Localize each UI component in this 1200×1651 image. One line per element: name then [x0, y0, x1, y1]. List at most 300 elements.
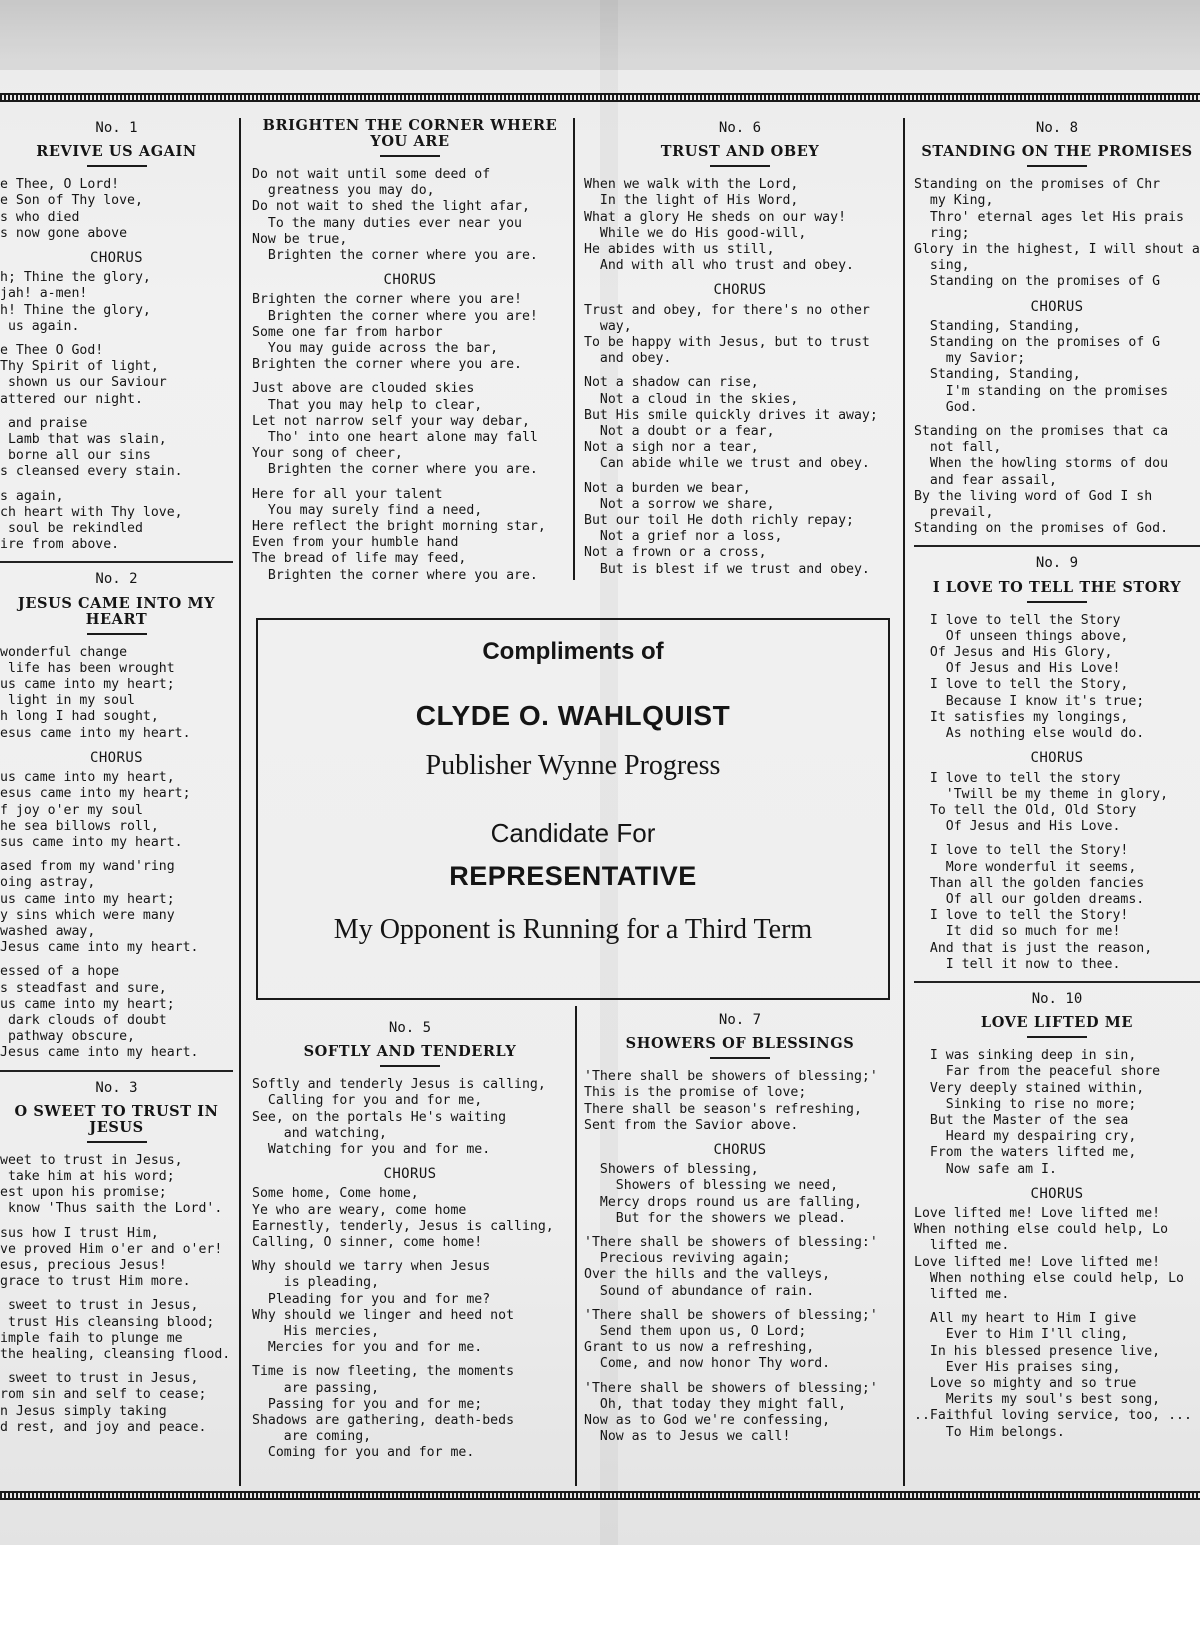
hymn-divider [0, 561, 233, 563]
verse [584, 1381, 896, 1446]
lyric-line: Standing on the promises of God. [914, 521, 1169, 537]
chorus-block [252, 272, 568, 373]
lyric-line: us came into my heart; [0, 677, 175, 693]
lyric-line: Brighten the corner where you are. [252, 357, 522, 373]
hymn-title: I LOVE TO TELL THE STORY [932, 578, 1182, 596]
lyric-line: Of all our golden dreams. [914, 891, 1145, 907]
lyric-line: lifted me. [914, 1286, 1010, 1302]
verse [584, 1235, 896, 1300]
chorus-label: CHORUS [713, 1142, 767, 1159]
hymn-number: No. 5 [388, 1020, 432, 1036]
ad-office: REPRESENTATIVE [449, 861, 697, 891]
chorus-label: CHORUS [1030, 1185, 1084, 1202]
lyric-line: Of Jesus and His Love! [914, 661, 1121, 677]
lyric-line: It satisfies my longings, [914, 709, 1129, 725]
lyric-line: Standing on the promises of Chr [914, 177, 1161, 193]
lyric-line: Not a sigh nor a tear, [584, 440, 759, 456]
chorus-block [0, 750, 233, 851]
title-underline [710, 165, 770, 167]
hymn-title: O SWEET TO TRUST IN JESUS [14, 1102, 219, 1136]
lyric-line: and obey. [584, 351, 672, 367]
chorus-label: CHORUS [1030, 750, 1084, 767]
lyric-line: Brighten the corner where you are. [252, 248, 538, 264]
lyric-line: See, on the portals He's waiting [252, 1109, 507, 1125]
lyric-line: Tho' into one heart alone may fall [252, 430, 538, 446]
verse [584, 177, 896, 274]
title-underline [87, 633, 147, 635]
lyric-line: I love to tell the Story! [914, 908, 1129, 924]
title-underline [87, 165, 147, 167]
lyric-line: rom sin and self to cease; [0, 1387, 207, 1403]
lyric-line: imple faih to plunge me [0, 1330, 183, 1346]
lyric-line: What a glory He sheds on our way! [584, 209, 847, 225]
lyric-line: In his blessed presence live, [914, 1343, 1161, 1359]
lyric-line: Merits my soul's best song, [914, 1392, 1161, 1408]
lyric-line: Standing on the promises that ca [914, 424, 1169, 440]
lyric-line: Ye who are weary, come home [252, 1202, 467, 1218]
hymn [914, 545, 1200, 972]
lyric-line: Not a frown or a cross, [584, 545, 767, 561]
ad-slogan: My Opponent is Running for a Third Term [333, 914, 813, 945]
lyric-line: And with all who trust and obey. [584, 258, 854, 274]
lyric-line: Watching for you and for me. [252, 1142, 491, 1158]
hymn-divider [0, 1070, 233, 1072]
lyric-line: Let not narrow self your way debar, [252, 413, 530, 429]
verse [252, 1259, 568, 1356]
lyric-line: trust His cleansing blood; [0, 1314, 215, 1330]
lyric-line: are coming, [252, 1429, 372, 1445]
verse [0, 343, 233, 408]
lyric-line: You may surely find a need, [252, 502, 483, 518]
lyric-line: Over the hills and the valleys, [584, 1267, 831, 1283]
verse [914, 1048, 1200, 1178]
lyric-line: Showers of blessing, [584, 1162, 759, 1178]
lyric-line: When nothing else could help, Lo [914, 1270, 1184, 1286]
chorus-label: CHORUS [1030, 298, 1084, 315]
lyric-line: Do not wait to shed the light afar, [252, 199, 530, 215]
lyric-line: know 'Thus saith the Lord'. [0, 1201, 223, 1217]
lyric-line: Softly and tenderly Jesus is calling, [252, 1077, 546, 1093]
lyric-line: Shadows are gathering, death-beds [252, 1413, 515, 1429]
verse [252, 1077, 568, 1158]
hymn-number: No. 8 [1035, 120, 1079, 136]
hymn-number: No. 3 [95, 1079, 138, 1096]
lyric-line: Just above are clouded skies [252, 381, 475, 397]
lyric-line: But the Master of the sea [914, 1112, 1129, 1128]
lyric-line: Now be true, [252, 231, 348, 247]
campaign-advertisement [256, 618, 890, 1000]
title-underline [380, 1065, 440, 1067]
hymn-title: BRIGHTEN THE CORNER WHERE YOU ARE [262, 118, 558, 150]
lyric-line: sweet to trust in Jesus, [0, 1298, 199, 1314]
lyric-line: greatness you may do, [252, 183, 435, 199]
title-underline [87, 1141, 147, 1143]
lyric-line: Trust and obey, for there's no other [584, 302, 870, 318]
lyric-line: The bread of life may feed, [252, 551, 467, 567]
lyric-line: my Savior; [914, 351, 1026, 367]
lyric-line: There shall be season's refreshing, [584, 1101, 862, 1117]
column-2 [252, 118, 568, 608]
lyric-line: essed of a hope [0, 964, 120, 980]
lyric-line: Precious reviving again; [584, 1251, 791, 1267]
lyric-line: are passing, [252, 1380, 380, 1396]
lyric-line: 'There shall be showers of blessing;' [584, 1307, 878, 1323]
lyric-line: prevail, [914, 505, 994, 521]
lyric-line: sus came into my heart. [0, 834, 183, 850]
lyric-line: us again. [0, 318, 80, 334]
lyric-line: 'There shall be showers of blessing:' [584, 1235, 878, 1251]
title-underline [1027, 601, 1087, 603]
hymn-title: SHOWERS OF BLESSINGS [625, 1035, 855, 1053]
column-rule-1 [239, 118, 241, 1486]
lyric-line: When we walk with the Lord, [584, 177, 799, 193]
lyric-line: the healing, cleansing flood. [0, 1346, 231, 1362]
hymn-number: No. 1 [95, 120, 138, 136]
verse [914, 613, 1200, 743]
lyric-line: Ever to Him I'll cling, [914, 1327, 1129, 1343]
verse [252, 167, 568, 264]
lyric-line: When nothing else could help, Lo [914, 1222, 1169, 1238]
lyric-line: Of Jesus and His Glory, [914, 645, 1113, 661]
lyric-line: Calling, O sinner, come home! [252, 1235, 483, 1251]
lyric-line: y sins which were many [0, 907, 175, 923]
chorus-label: CHORUS [713, 282, 767, 299]
lyric-line: Now as to God we're confessing, [584, 1413, 831, 1429]
lyric-line: Pleading for you and for me? [252, 1291, 491, 1307]
hymn [0, 561, 233, 1061]
column-rule-4 [903, 118, 905, 1486]
lyric-line: s cleansed every stain. [0, 464, 183, 480]
hymn [584, 120, 896, 578]
lyric-line: us came into my heart, [0, 770, 175, 786]
verse [0, 416, 233, 481]
lyric-line: Standing, Standing, [914, 318, 1081, 334]
lyric-line: e Son of Thy love, [0, 193, 143, 209]
verse [252, 1364, 568, 1461]
chorus-block [584, 282, 896, 367]
lyric-line: 'There shall be showers of blessing;' [584, 1380, 878, 1396]
ad-publisher: Publisher Wynne Progress [425, 750, 721, 781]
lyric-line: he sea billows roll, [0, 818, 159, 834]
column-rule-3 [575, 1006, 577, 1486]
lyric-line: Of Jesus and His Love. [914, 819, 1121, 835]
lyric-line: Standing on the promises of G [914, 274, 1161, 290]
lyric-line: Why should we linger and heed not [252, 1307, 515, 1323]
lyric-line: and watching, [252, 1125, 387, 1141]
lyric-line: Mercy drops round us are falling, [584, 1194, 862, 1210]
lyric-line: jah! a-men! [0, 286, 88, 302]
lyric-line: As nothing else would do. [914, 726, 1145, 742]
hymn-title: LOVE LIFTED ME [980, 1014, 1134, 1032]
lyric-line: Brighten the corner where you are. [252, 462, 538, 478]
lyric-line: Brighten the corner where you are! [252, 292, 522, 308]
lyric-line: Brighten the corner where you are! [252, 308, 538, 324]
lyric-line: I love to tell the Story! [914, 843, 1129, 859]
lyric-line: But our toil He doth richly repay; [584, 513, 854, 529]
lyric-line: All my heart to Him I give [914, 1311, 1137, 1327]
lyric-line: Here for all your talent [252, 486, 443, 502]
lyric-line: borne all our sins [0, 448, 151, 464]
chorus-label: CHORUS [90, 250, 143, 267]
hymn-title: SOFTLY AND TENDERLY [303, 1043, 517, 1061]
lyric-line: Not a doubt or a fear, [584, 424, 775, 440]
lyric-line: But for the showers we plead. [584, 1210, 847, 1226]
lyric-line: Now as to Jesus we call! [584, 1429, 791, 1445]
lyric-line: pathway obscure, [0, 1029, 135, 1045]
lyric-line: Because I know it's true; [914, 693, 1145, 709]
column-rule-2 [573, 118, 575, 580]
lyric-line: ..Faithful loving service, too, ... [914, 1408, 1192, 1424]
lyric-line: But His smile quickly drives it away; [584, 407, 878, 423]
lyric-line: Some one far from harbor [252, 324, 443, 340]
lyric-line: ring; [914, 225, 970, 241]
chorus-block [584, 1142, 896, 1227]
lyric-line: Passing for you and for me; [252, 1396, 483, 1412]
column-1 [0, 118, 233, 1488]
lyric-line: It did so much for me! [914, 924, 1121, 940]
lyric-line: Thy Spirit of light, [0, 359, 159, 375]
column-5 [252, 1018, 568, 1488]
lyric-line: Standing on the promises of G [914, 335, 1161, 351]
lyric-line: Ever His praises sing, [914, 1359, 1121, 1375]
lyric-line: Of unseen things above, [914, 628, 1129, 644]
lyric-line: e Thee O God! [0, 343, 104, 359]
lyric-line: Now safe am I. [914, 1161, 1057, 1177]
lyric-line: ased from my wand'ring [0, 859, 175, 875]
lyric-line: wonderful change [0, 644, 128, 660]
lyric-line: esus came into my heart. [0, 725, 191, 741]
lyric-line: Earnestly, tenderly, Jesus is calling, [252, 1218, 554, 1234]
lyric-line: To Him belongs. [914, 1424, 1065, 1440]
lyric-line: Not a cloud in the skies, [584, 391, 799, 407]
verse [914, 1311, 1200, 1441]
verse [0, 177, 233, 242]
title-underline [1027, 165, 1087, 167]
lyric-line: take him at his word; [0, 1168, 175, 1184]
hymn-title: JESUS CAME INTO MY HEART [17, 594, 216, 628]
lyric-line: I tell it now to thee. [914, 956, 1121, 972]
ad-candidate-name: CLYDE O. WAHLQUIST [415, 700, 731, 731]
lyric-line: By the living word of God I sh [914, 488, 1153, 504]
lyric-line: That you may help to clear, [252, 397, 483, 413]
lyric-line: washed away, [0, 923, 96, 939]
lyric-line: not fall, [914, 440, 1002, 456]
hymn-title: STANDING ON THE PROMISES [921, 143, 1193, 161]
lyric-line: When the howling storms of dou [914, 456, 1169, 472]
lyric-line: Some home, Come home, [252, 1186, 419, 1202]
lyric-line: 'Twill be my theme in glory, [914, 786, 1169, 802]
hymn-title: REVIVE US AGAIN [36, 143, 197, 161]
hymn-number: No. 6 [718, 120, 762, 136]
lyric-line: d rest, and joy and peace. [0, 1419, 207, 1435]
lyric-line: Showers of blessing we need, [584, 1178, 839, 1194]
lyric-line: Brighten the corner where you are. [252, 567, 538, 583]
hymn-number: No. 2 [95, 571, 138, 588]
lyric-line: lifted me. [914, 1238, 1010, 1254]
lyric-line: f joy o'er my soul [0, 802, 143, 818]
lyric-line: dark clouds of doubt [0, 1012, 167, 1028]
verse [0, 1371, 233, 1436]
verse [584, 481, 896, 578]
lyric-line: From the waters lifted me, [914, 1145, 1137, 1161]
lyric-line: and praise [0, 415, 88, 431]
hymn-number: No. 9 [1035, 555, 1079, 572]
lyric-line: Not a burden we bear, [584, 480, 751, 496]
lyric-line: Mercies for you and for me. [252, 1340, 483, 1356]
lyric-line: Not a grief nor a loss, [584, 529, 783, 545]
lyric-line: To tell the Old, Old Story [914, 802, 1137, 818]
lyric-line: In the light of His Word, [584, 193, 799, 209]
lyric-line: God. [914, 399, 978, 415]
lyric-line: Do not wait until some deed of [252, 167, 491, 182]
lyric-line: sus how I trust Him, [0, 1225, 159, 1241]
lyric-line: While we do His good-will, [584, 225, 807, 241]
column-4 [914, 118, 1200, 1488]
chorus-label: CHORUS [383, 1166, 437, 1183]
lyric-line: h long I had sought, [0, 709, 159, 725]
verse [0, 645, 233, 742]
lyric-line: I love to tell the Story, [914, 677, 1129, 693]
lyric-line: Sound of abundance of rain. [584, 1283, 815, 1299]
column-6 [584, 1010, 896, 1488]
lyric-line: I love to tell the Story [914, 612, 1121, 628]
hymn [914, 981, 1200, 1441]
lyric-line: esus, precious Jesus! [0, 1257, 167, 1273]
lyric-line: You may guide across the bar, [252, 341, 499, 357]
lyric-line: Jesus came into my heart. [0, 1045, 199, 1061]
lyric-line: my King, [914, 193, 994, 209]
verse [252, 487, 568, 584]
lyric-line: and fear assail, [914, 472, 1057, 488]
chorus-block [0, 250, 233, 335]
ad-compliments: Compliments of [482, 638, 664, 665]
verse [0, 1298, 233, 1363]
column-3 [584, 118, 896, 608]
verse [584, 375, 896, 472]
lyric-line: Than all the golden fancies [914, 875, 1145, 891]
lyric-line: To the many duties ever near you [252, 215, 522, 231]
verse [914, 424, 1200, 537]
lyric-line: Love so mighty and so true [914, 1376, 1137, 1391]
hymn-divider [914, 981, 1200, 983]
lyric-line: To be happy with Jesus, but to trust [584, 335, 870, 351]
verse [0, 489, 233, 554]
lyric-line: light in my soul [0, 693, 135, 709]
lyric-line: is pleading, [252, 1275, 380, 1291]
lyric-line: Time is now fleeting, the moments [252, 1364, 515, 1380]
verse [0, 859, 233, 956]
lyric-line: s who died [0, 209, 80, 225]
lyric-line: Love lifted me! Love lifted me! [914, 1254, 1161, 1270]
lyric-line: ire from above. [0, 537, 120, 553]
lyric-line: h! Thine the glory, [0, 302, 151, 318]
lyric-line: life has been wrought [0, 660, 175, 676]
hymn-number: No. 10 [1031, 990, 1083, 1007]
lyric-line: More wonderful it seems, [914, 859, 1137, 875]
hymn-title: TRUST AND OBEY [660, 143, 820, 161]
lyric-line: Lamb that was slain, [0, 432, 167, 448]
chorus-label: CHORUS [383, 272, 437, 289]
verse [584, 1069, 896, 1134]
lyric-line: Far from the peaceful shore [914, 1064, 1161, 1080]
lyric-line: I love to tell the story [914, 770, 1121, 786]
lyric-line: 'There shall be showers of blessing;' [584, 1069, 878, 1085]
verse [584, 1308, 896, 1373]
verse [0, 1153, 233, 1218]
lyric-line: h; Thine the glory, [0, 270, 151, 286]
lyric-line: ve proved Him o'er and o'er! [0, 1241, 223, 1257]
lyric-line: way, [584, 318, 632, 334]
lyric-line: Not a sorrow we share, [584, 496, 775, 512]
lyric-line: us came into my heart; [0, 996, 175, 1012]
chorus-block [914, 750, 1200, 835]
chorus-label: CHORUS [90, 749, 143, 766]
lyric-line: ch heart with Thy love, [0, 504, 183, 520]
lyric-line: Not a shadow can rise, [584, 375, 759, 391]
lyric-line: s now gone above [0, 225, 128, 241]
hymn [252, 118, 568, 584]
lyric-line: n Jesus simply taking [0, 1403, 167, 1419]
lyric-line: shown us our Saviour [0, 375, 167, 391]
lyric-line: He abides with us still, [584, 242, 775, 258]
lyric-line: Come, and now honor Thy word. [584, 1356, 831, 1372]
title-underline [380, 155, 440, 157]
verse [252, 381, 568, 478]
lyric-line: Calling for you and for me, [252, 1093, 483, 1109]
lyric-line: Very deeply stained within, [914, 1080, 1145, 1096]
lyric-line: And that is just the reason, [914, 940, 1153, 956]
lyric-line: Sinking to rise no more; [914, 1096, 1137, 1112]
ad-candidate-for: Candidate For [490, 818, 656, 848]
lyric-line: Glory in the highest, I will shout a [914, 242, 1200, 258]
lyric-line: Oh, that today they might fall, [584, 1396, 847, 1412]
lyric-line: Standing, Standing, [914, 367, 1081, 383]
lyric-line: s steadfast and sure, [0, 980, 167, 996]
chorus-block [914, 1186, 1200, 1303]
hymn-divider [914, 545, 1200, 547]
verse [0, 964, 233, 1061]
lyric-line: Love lifted me! Love lifted me! [914, 1205, 1161, 1221]
lyric-line: Thro' eternal ages let His prais [914, 209, 1184, 225]
lyric-line: Jesus came into my heart. [0, 940, 199, 956]
lyric-line: Heard my despairing cry, [914, 1129, 1137, 1145]
lyric-line: est upon his promise; [0, 1185, 167, 1201]
hymn [914, 120, 1200, 537]
lyric-line: us came into my heart; [0, 891, 175, 907]
lyric-line: I'm standing on the promises [914, 383, 1169, 399]
top-border [0, 93, 1200, 102]
lyric-line: Even from your humble hand [252, 535, 459, 551]
lyric-line: Here reflect the bright morning star, [252, 519, 546, 535]
lyric-line: sing, [914, 258, 970, 274]
hymn-number: No. 7 [718, 1012, 762, 1028]
lyric-line: oing astray, [0, 875, 96, 891]
lyric-line: His mercies, [252, 1324, 380, 1340]
hymn [0, 1070, 233, 1436]
lyric-line: Why should we tarry when Jesus [252, 1259, 491, 1275]
hymn [252, 1020, 568, 1462]
verse [914, 177, 1200, 290]
chorus-block [914, 299, 1200, 416]
lyric-line: Sent from the Savior above. [584, 1117, 799, 1133]
verse [914, 843, 1200, 973]
lyric-line: Grant to us now a refreshing, [584, 1340, 815, 1356]
lyric-line: This is the promise of love; [584, 1085, 807, 1101]
lyric-line: But is blest if we trust and obey. [584, 561, 870, 577]
lyric-line: grace to trust Him more. [0, 1274, 191, 1290]
hymn [584, 1012, 896, 1445]
lyric-line: s again, [0, 488, 64, 504]
